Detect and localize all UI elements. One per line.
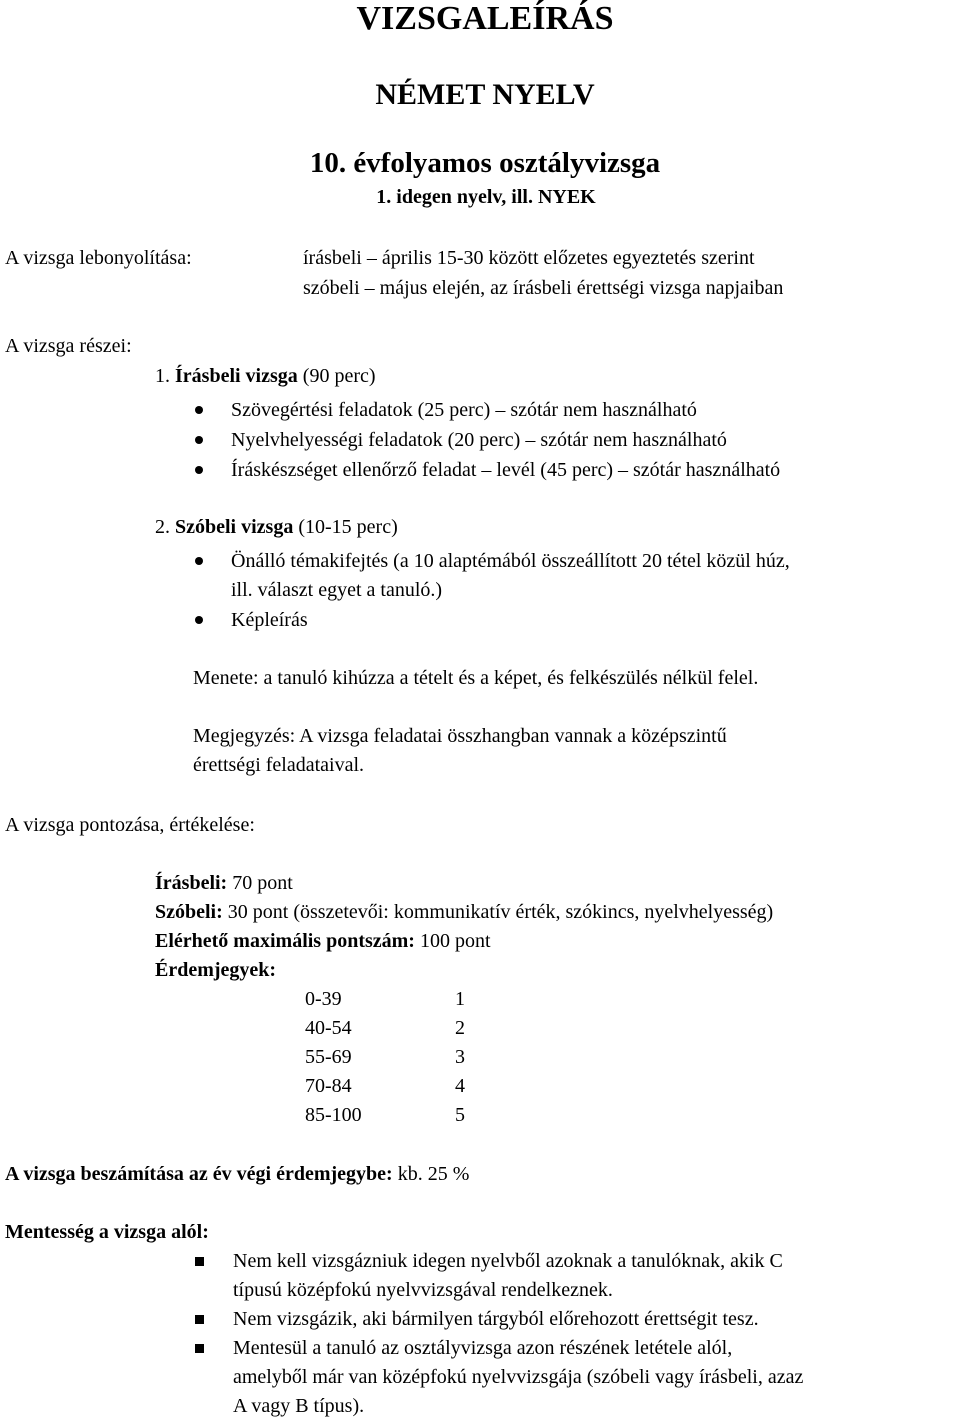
note-line2: érettségi feladataival. — [193, 754, 365, 776]
written-item-reading: Szövegértési feladatok (25 perc) – szótár nem használható — [231, 399, 697, 421]
scoring-label: A vizsga pontozása, értékelése: — [5, 814, 255, 836]
grades-label: Érdemjegyek: — [155, 959, 277, 981]
square-bullet-icon — [195, 1315, 204, 1324]
scoring-written-value: 70 pont — [232, 872, 293, 894]
exemption-item3-line1: Mentesül a tanuló az osztályvizsga azon részének letétele alól, — [233, 1337, 733, 1359]
grade-value: 3 — [455, 1046, 465, 1068]
exemption-label: Mentesség a vizsga alól: — [5, 1221, 209, 1243]
scoring-oral-value: 30 pont (összetevői: kommunikatív érték, szókincs, nyelvhelyesség) — [227, 901, 774, 923]
grade-range: 70-84 — [305, 1075, 352, 1097]
language-level: 1. idegen nyelv, ill. NYEK — [376, 186, 596, 208]
scoring-oral-label: Szóbeli: — [155, 901, 223, 923]
conduct-oral: szóbeli – május elején, az írásbeli érettségi vizsga napjaiban — [303, 277, 784, 299]
bullet-icon — [195, 466, 203, 474]
scoring-written — [155, 868, 293, 898]
weighting-label: A vizsga beszámítása az év végi érdemjegybe: — [5, 1163, 393, 1185]
scoring-max-label: Elérhető maximális pontszám: — [155, 930, 415, 952]
grade-value: 5 — [455, 1104, 465, 1126]
parts-label: A vizsga részei: — [5, 335, 132, 357]
written-exam-title: Írásbeli vizsga — [175, 365, 298, 387]
conduct-label: A vizsga lebonyolítása: — [5, 247, 192, 269]
bullet-icon — [195, 436, 203, 444]
grade-title: 10. évfolyamos osztályvizsga — [309, 147, 661, 179]
written-exam-heading — [155, 361, 376, 391]
conduct-written: írásbeli – április 15-30 között előzetes egyeztetés szerint — [303, 247, 755, 269]
exemption-item1-line2: típusú középfokú nyelvvizsgával rendelkeznek. — [233, 1279, 613, 1301]
oral-exam-number: 2. — [155, 516, 170, 538]
scoring-max-value: 100 pont — [419, 930, 491, 952]
document-title: VIZSGALEÍRÁS — [356, 0, 614, 37]
scoring-max — [155, 926, 491, 956]
exemption-item3-line2: amelyből már van középfokú nyelvvizsgája (szóbeli vagy írásbeli, azaz — [233, 1366, 804, 1388]
oral-exam-duration: (10-15 perc) — [298, 516, 398, 538]
grade-range: 55-69 — [305, 1046, 352, 1068]
grade-value: 4 — [455, 1075, 465, 1097]
grade-range: 85-100 — [305, 1104, 362, 1126]
written-item-grammar: Nyelvhelyességi feladatok (20 perc) – szótár nem használható — [231, 429, 727, 451]
exemption-item2: Nem vizsgázik, aki bármilyen tárgyból előrehozott érettségit tesz. — [233, 1308, 759, 1330]
written-item-letter: Íráskészséget ellenőrző feladat – levél (45 perc) – szótár használható — [231, 459, 781, 481]
grade-value: 1 — [455, 988, 465, 1010]
oral-item-topic-line2: ill. választ egyet a tanuló.) — [231, 579, 443, 601]
grade-range: 40-54 — [305, 1017, 352, 1039]
written-exam-duration: (90 perc) — [302, 365, 376, 387]
exemption-item1-line1: Nem kell vizsgázniuk idegen nyelvből azoknak a tanulóknak, akik C — [233, 1250, 783, 1272]
subject-title: NÉMET NYELV — [375, 78, 595, 111]
square-bullet-icon — [195, 1344, 204, 1353]
grade-value: 2 — [455, 1017, 465, 1039]
bullet-icon — [195, 616, 203, 624]
weighting-line — [5, 1159, 469, 1189]
oral-item-topic-line1: Önálló témakifejtés (a 10 alaptémából összeállított 20 tétel közül húz, — [231, 550, 790, 572]
note-line1: Megjegyzés: A vizsga feladatai összhangban vannak a középszintű — [193, 725, 727, 747]
bullet-icon — [195, 406, 203, 414]
oral-item-picture: Képleírás — [231, 609, 308, 631]
procedure-text: Menete: a tanuló kihúzza a tételt és a képet, és felkészülés nélkül felel. — [193, 667, 759, 689]
square-bullet-icon — [195, 1257, 204, 1266]
oral-exam-heading — [155, 512, 398, 542]
exemption-item3-line3: A vagy B típus). — [233, 1395, 365, 1417]
grade-range: 0-39 — [305, 988, 342, 1010]
bullet-icon — [195, 557, 203, 565]
written-exam-number: 1. — [155, 365, 170, 387]
oral-exam-title: Szóbeli vizsga — [175, 516, 294, 538]
scoring-oral — [155, 897, 773, 927]
weighting-value: kb. 25 % — [397, 1163, 470, 1185]
scoring-written-label: Írásbeli: — [155, 872, 228, 894]
